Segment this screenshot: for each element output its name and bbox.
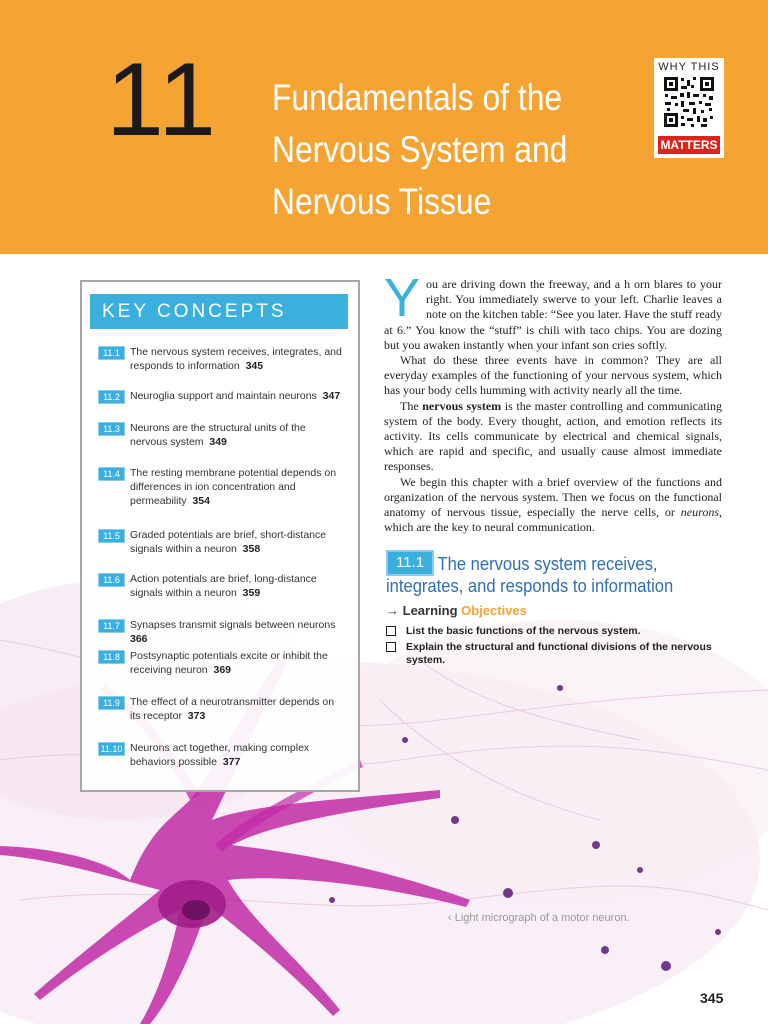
concept-page: 349 [209,436,227,448]
concept-number: 11.6 [98,573,125,587]
checkbox[interactable] [386,642,396,652]
concept-page: 345 [245,360,264,372]
section-number: 11.1 [386,550,434,576]
concept-text: The resting membrane potential depends on differences in ion concentration and permeability [130,467,337,507]
concept-page: 369 [213,664,232,676]
chapter-header [0,0,768,254]
concept-number: 11.7 [98,619,125,633]
caption-pointer-icon: ‹ [448,912,452,924]
concept-number: 11.4 [98,467,125,481]
concept-page: 354 [192,495,210,507]
concept-text: Action potentials are brief, long-distance signals within a neuron [130,573,317,599]
intro-paragraph: What do these three events have in common? They are all everyday examples of the functioning of your nervous system, which has your body cells humming with activity nearly all the time. [384,353,722,398]
concept-number: 11.1 [98,346,125,360]
intro-paragraph [384,399,722,475]
intro-paragraph [384,475,722,536]
concept-text: Postsynaptic potentials excite or inhibit the receiving neuron [130,650,328,676]
concept-page: 377 [222,756,241,768]
concept-number: 11.10 [98,742,125,756]
caption-text: Light micrograph of a motor neuron. [454,912,630,924]
drop-cap: Y [384,268,421,328]
concept-number: 11.2 [98,390,125,404]
concept-text: Neurons act together, making complex behaviors possible [130,742,310,768]
intro-paragraph-text: ou are driving down the freeway, and a h orn blares to your right. You immediately swerve to your left. Charlie leaves a note on the kitchen table: “See you later. Have the stuff ready at 6.” You know the “stuff” is chili with taco chips. You are dozing but you awaken instantly when your infant son cries softly. [384,277,722,352]
intro-paragraph-text: We begin this chapter with a brief overview of the functions and organization of the nervous system. Then we focus on the functional anatomy of nervous tissue, especially the nerve cells, or [384,474,722,520]
concept-text: The nervous system receives, integrates, and responds to information [130,346,342,372]
concept-number: 11.3 [98,422,125,436]
arrow-right-icon: → [386,603,399,618]
concept-page: 366 [130,633,148,645]
chapter-number: 11 [106,42,218,158]
page-number: 345 [700,990,724,1006]
objectives-label: Objectives [461,603,527,618]
concept-text: Neuroglia support and maintain neurons [130,390,317,402]
concept-page: 358 [242,543,261,555]
checkbox[interactable] [386,626,396,636]
matters-label: MATTERS [658,136,720,154]
concept-number: 11.9 [98,696,125,710]
concept-page: 359 [242,587,261,599]
italic-term: neurons [680,505,719,520]
concept-text: Synapses transmit signals between neurons [130,619,336,631]
key-concepts-box [80,280,360,792]
section-title: The nervous system receives, integrates, and responds to information [386,554,674,596]
intro-paragraph-text: , which are the key to neural communication. [384,505,722,535]
why-this-matters-badge[interactable] [654,58,724,158]
learning-label: Learning [402,603,462,618]
why-this-label: WHY THIS [658,61,720,73]
intro-paragraph-text: The [400,398,423,413]
intro-paragraph [384,268,722,353]
qr-code-icon[interactable] [663,76,715,128]
concept-text: The effect of a neurotransmitter depends on its receptor [130,696,335,722]
concept-page: 373 [187,710,206,722]
concept-text: Graded potentials are brief, short-distance signals within a neuron [130,529,327,555]
chapter-title: Fundamentals of the Nervous System and Nervous Tissue [272,77,568,222]
concept-text: Neurons are the structural units of the nervous system [130,422,306,448]
intro-paragraph-text: is the master controlling and communicating system of the body. Every thought, action, and emotion reflects its activity. Its cells communicate by electrical and chemical signals, which are rapid and specific, and usually cause almost immediate responses. [384,398,722,474]
concept-number: 11.5 [98,529,125,543]
figure-caption [448,912,630,924]
learning-objectives-heading [386,603,527,618]
concept-page: 347 [322,390,341,402]
objective-text: List the basic functions of the nervous system. [406,625,641,637]
key-concepts-heading: KEY CONCEPTS [90,294,348,329]
objective-text: Explain the structural and functional divisions of the nervous system. [406,641,712,666]
intro-text [384,268,722,535]
key-term: nervous system [422,398,502,413]
concept-number: 11.8 [98,650,125,664]
